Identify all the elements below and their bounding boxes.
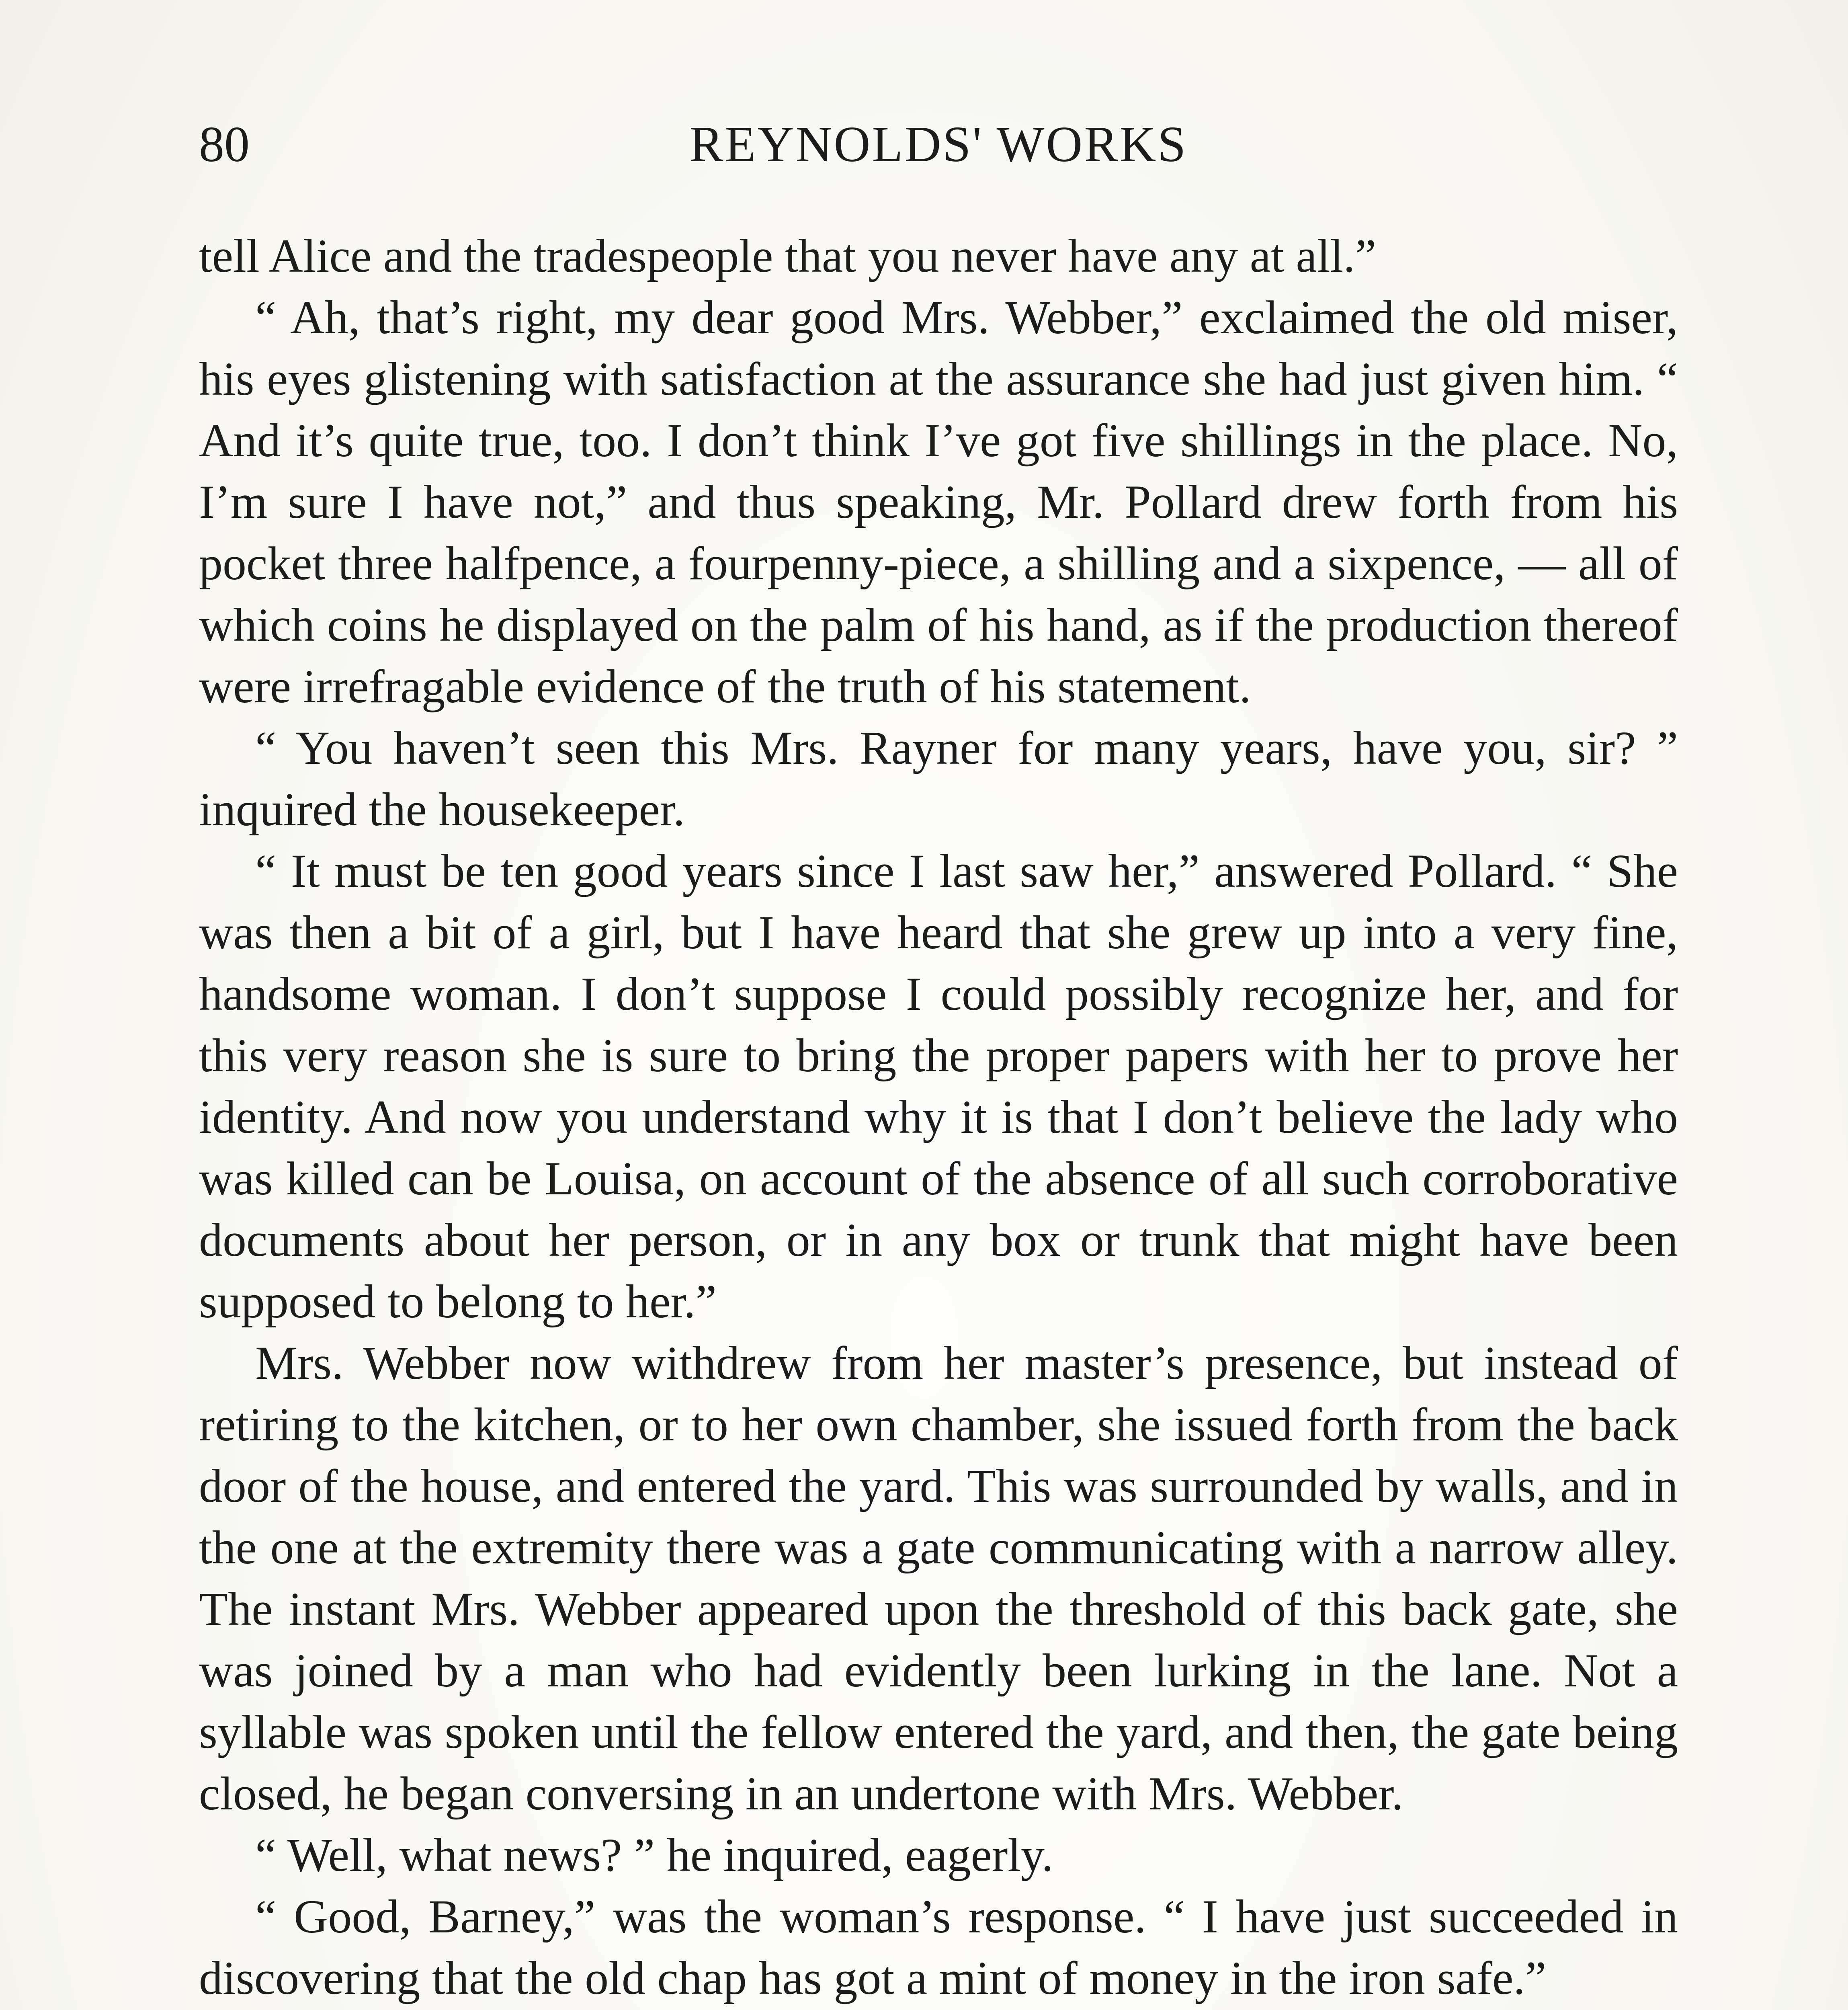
running-head: REYNOLDS' WORKS xyxy=(689,117,1188,172)
paragraph: “ You haven’t seen this Mrs. Rayner for many years, have you, sir? ” inquired the housekeeper. xyxy=(199,722,1678,836)
paragraph: Mrs. Webber now withdrew from her master’s presence, but instead of retiring to the kitchen, or to her own chamber, she issued forth from the back door of the house, and entered the yard. This was surrounded by walls, and in the one at the extremity there was a gate communicating with a narrow alley. The instant Mrs. Webber appeared upon the threshold of this back gate, she was joined by a man who had evidently been lurking in the lane. Not a syllable was spoken until the fellow entered the yard, and then, the gate being closed, he began conversing in an undertone with Mrs. Webber. xyxy=(199,1337,1678,1820)
paragraph: “ It must be ten good years since I last saw her,” answered Pollard. “ She was then a bit of a girl, but I have heard that she grew up into a very fine, handsome woman. I don’t suppose I could possibly recognize her, and for this very reason she is sure to bring the proper papers with her to prove her identity. And now you understand why it is that I don’t believe the lady who was killed can be Louisa, on account of the absence of all such corroborative documents about her person, or in any box or trunk that might have been supposed to belong to her.” xyxy=(199,845,1678,1328)
paragraph: tell Alice and the tradespeople that you never have any at all.” xyxy=(199,230,1377,282)
body-text xyxy=(199,225,1678,2010)
paragraph: “ Good, Barney,” was the woman’s response. “ I have just succeeded in discovering that the old chap has got a mint of money in the iron safe.” xyxy=(199,1890,1678,2004)
paragraph: “ Ah, that’s right, my dear good Mrs. Webber,” exclaimed the old miser, his eyes glistening with satisfaction at the assurance she had just given him. “ And it’s quite true, too. I don’t think I’ve got five shillings in the place. No, I’m sure I have not,” and thus speaking, Mr. Pollard drew forth from his pocket three halfpence, a fourpenny-piece, a shilling and a sixpence, — all of which coins he displayed on the palm of his hand, as if the production thereof were irrefragable evidence of the truth of his statement. xyxy=(199,291,1678,713)
page-header xyxy=(199,113,1678,177)
paragraph: “ Well, what news? ” he inquired, eagerly. xyxy=(255,1829,1053,1881)
page-number: 80 xyxy=(199,117,250,172)
